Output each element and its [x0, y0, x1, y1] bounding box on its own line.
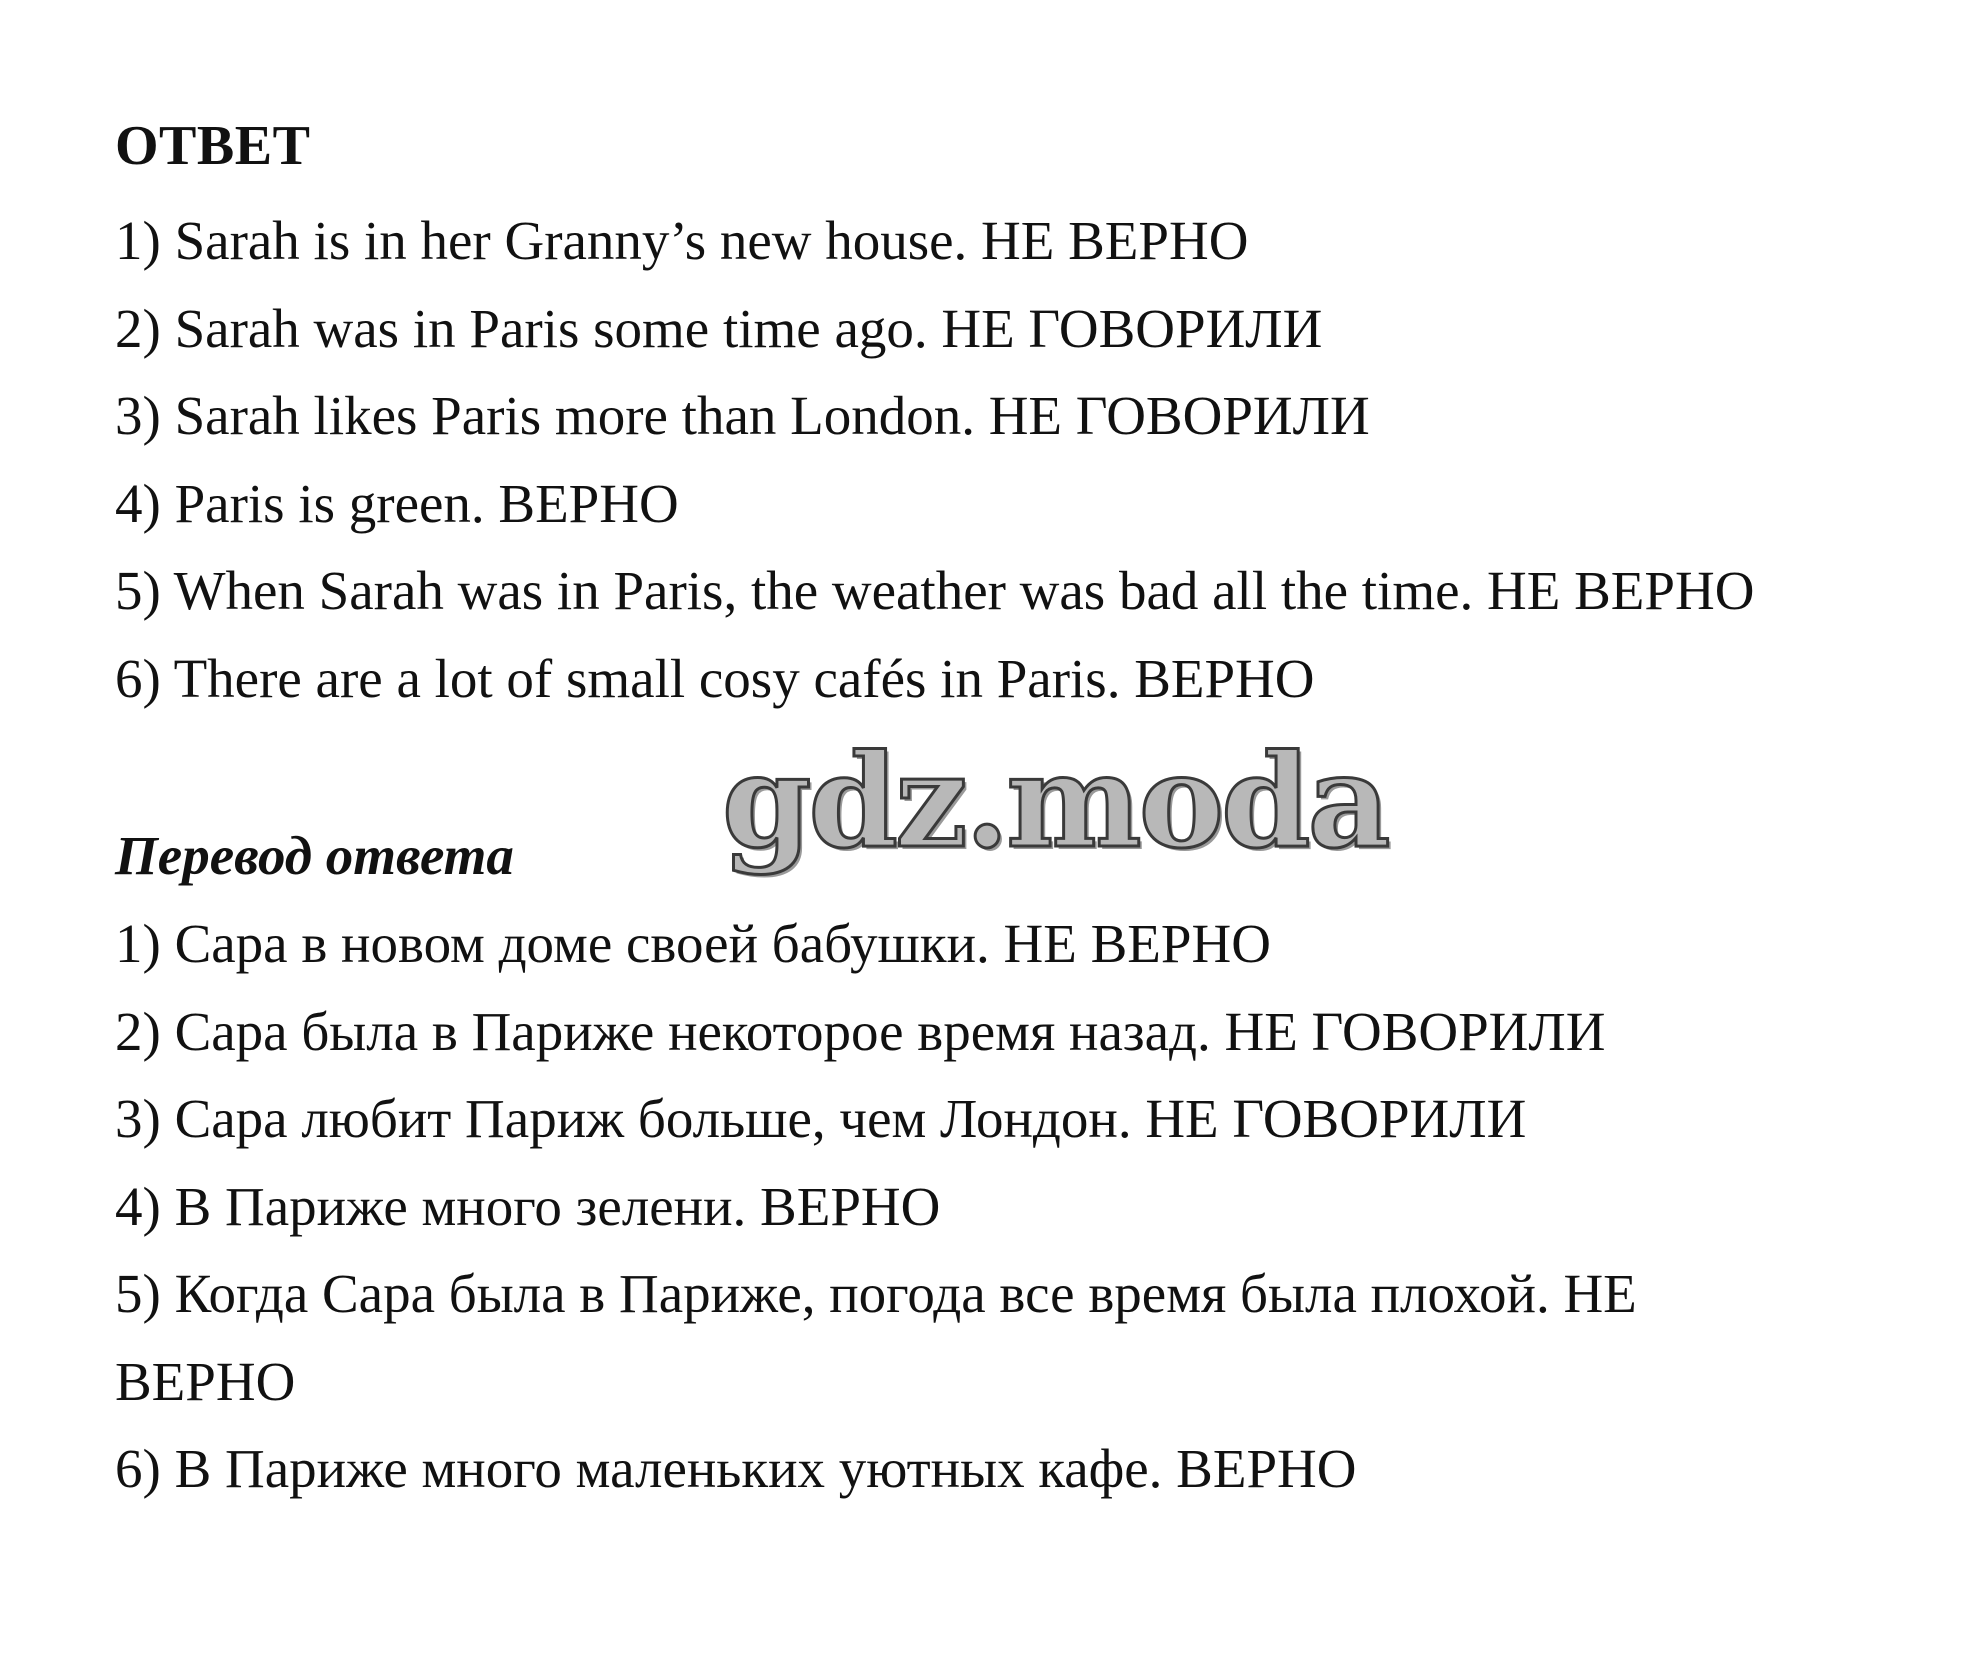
translation-item-4: 4) В Париже много зелени. ВЕРНО	[115, 1176, 941, 1237]
answer-heading: ОТВЕТ	[115, 115, 311, 177]
answer-item-5: 5) When Sarah was in Paris, the weather was bad all the time. НЕ ВЕРНО	[115, 560, 1755, 621]
translation-item-1: 1) Сара в новом доме своей бабушки. НЕ ВЕРНО	[115, 913, 1271, 974]
answer-item-6: 6) There are a lot of small cosy cafés in Paris. ВЕРНО	[115, 648, 1315, 709]
translation-item-6: 6) В Париже много маленьких уютных кафе. ВЕРНО	[115, 1438, 1357, 1499]
translation-item-2: 2) Сара была в Париже некоторое время назад. НЕ ГОВОРИЛИ	[115, 1001, 1606, 1062]
translation-item-3: 3) Сара любит Париж больше, чем Лондон. НЕ ГОВОРИЛИ	[115, 1088, 1527, 1149]
translation-item-5-continued: ВЕРНО	[115, 1351, 296, 1412]
answer-item-3: 3) Sarah likes Paris more than London. НЕ ГОВОРИЛИ	[115, 385, 1370, 446]
answer-item-1: 1) Sarah is in her Granny’s new house. НЕ ВЕРНО	[115, 210, 1249, 271]
answer-item-4: 4) Paris is green. ВЕРНО	[115, 473, 679, 534]
translation-item-5: 5) Когда Сара была в Париже, погода все время была плохой. НЕ	[115, 1263, 1637, 1324]
watermark-logo: gdz.moda	[722, 727, 1388, 877]
answer-item-2: 2) Sarah was in Paris some time ago. НЕ ГОВОРИЛИ	[115, 298, 1323, 359]
translation-heading: Перевод ответа	[115, 825, 514, 886]
